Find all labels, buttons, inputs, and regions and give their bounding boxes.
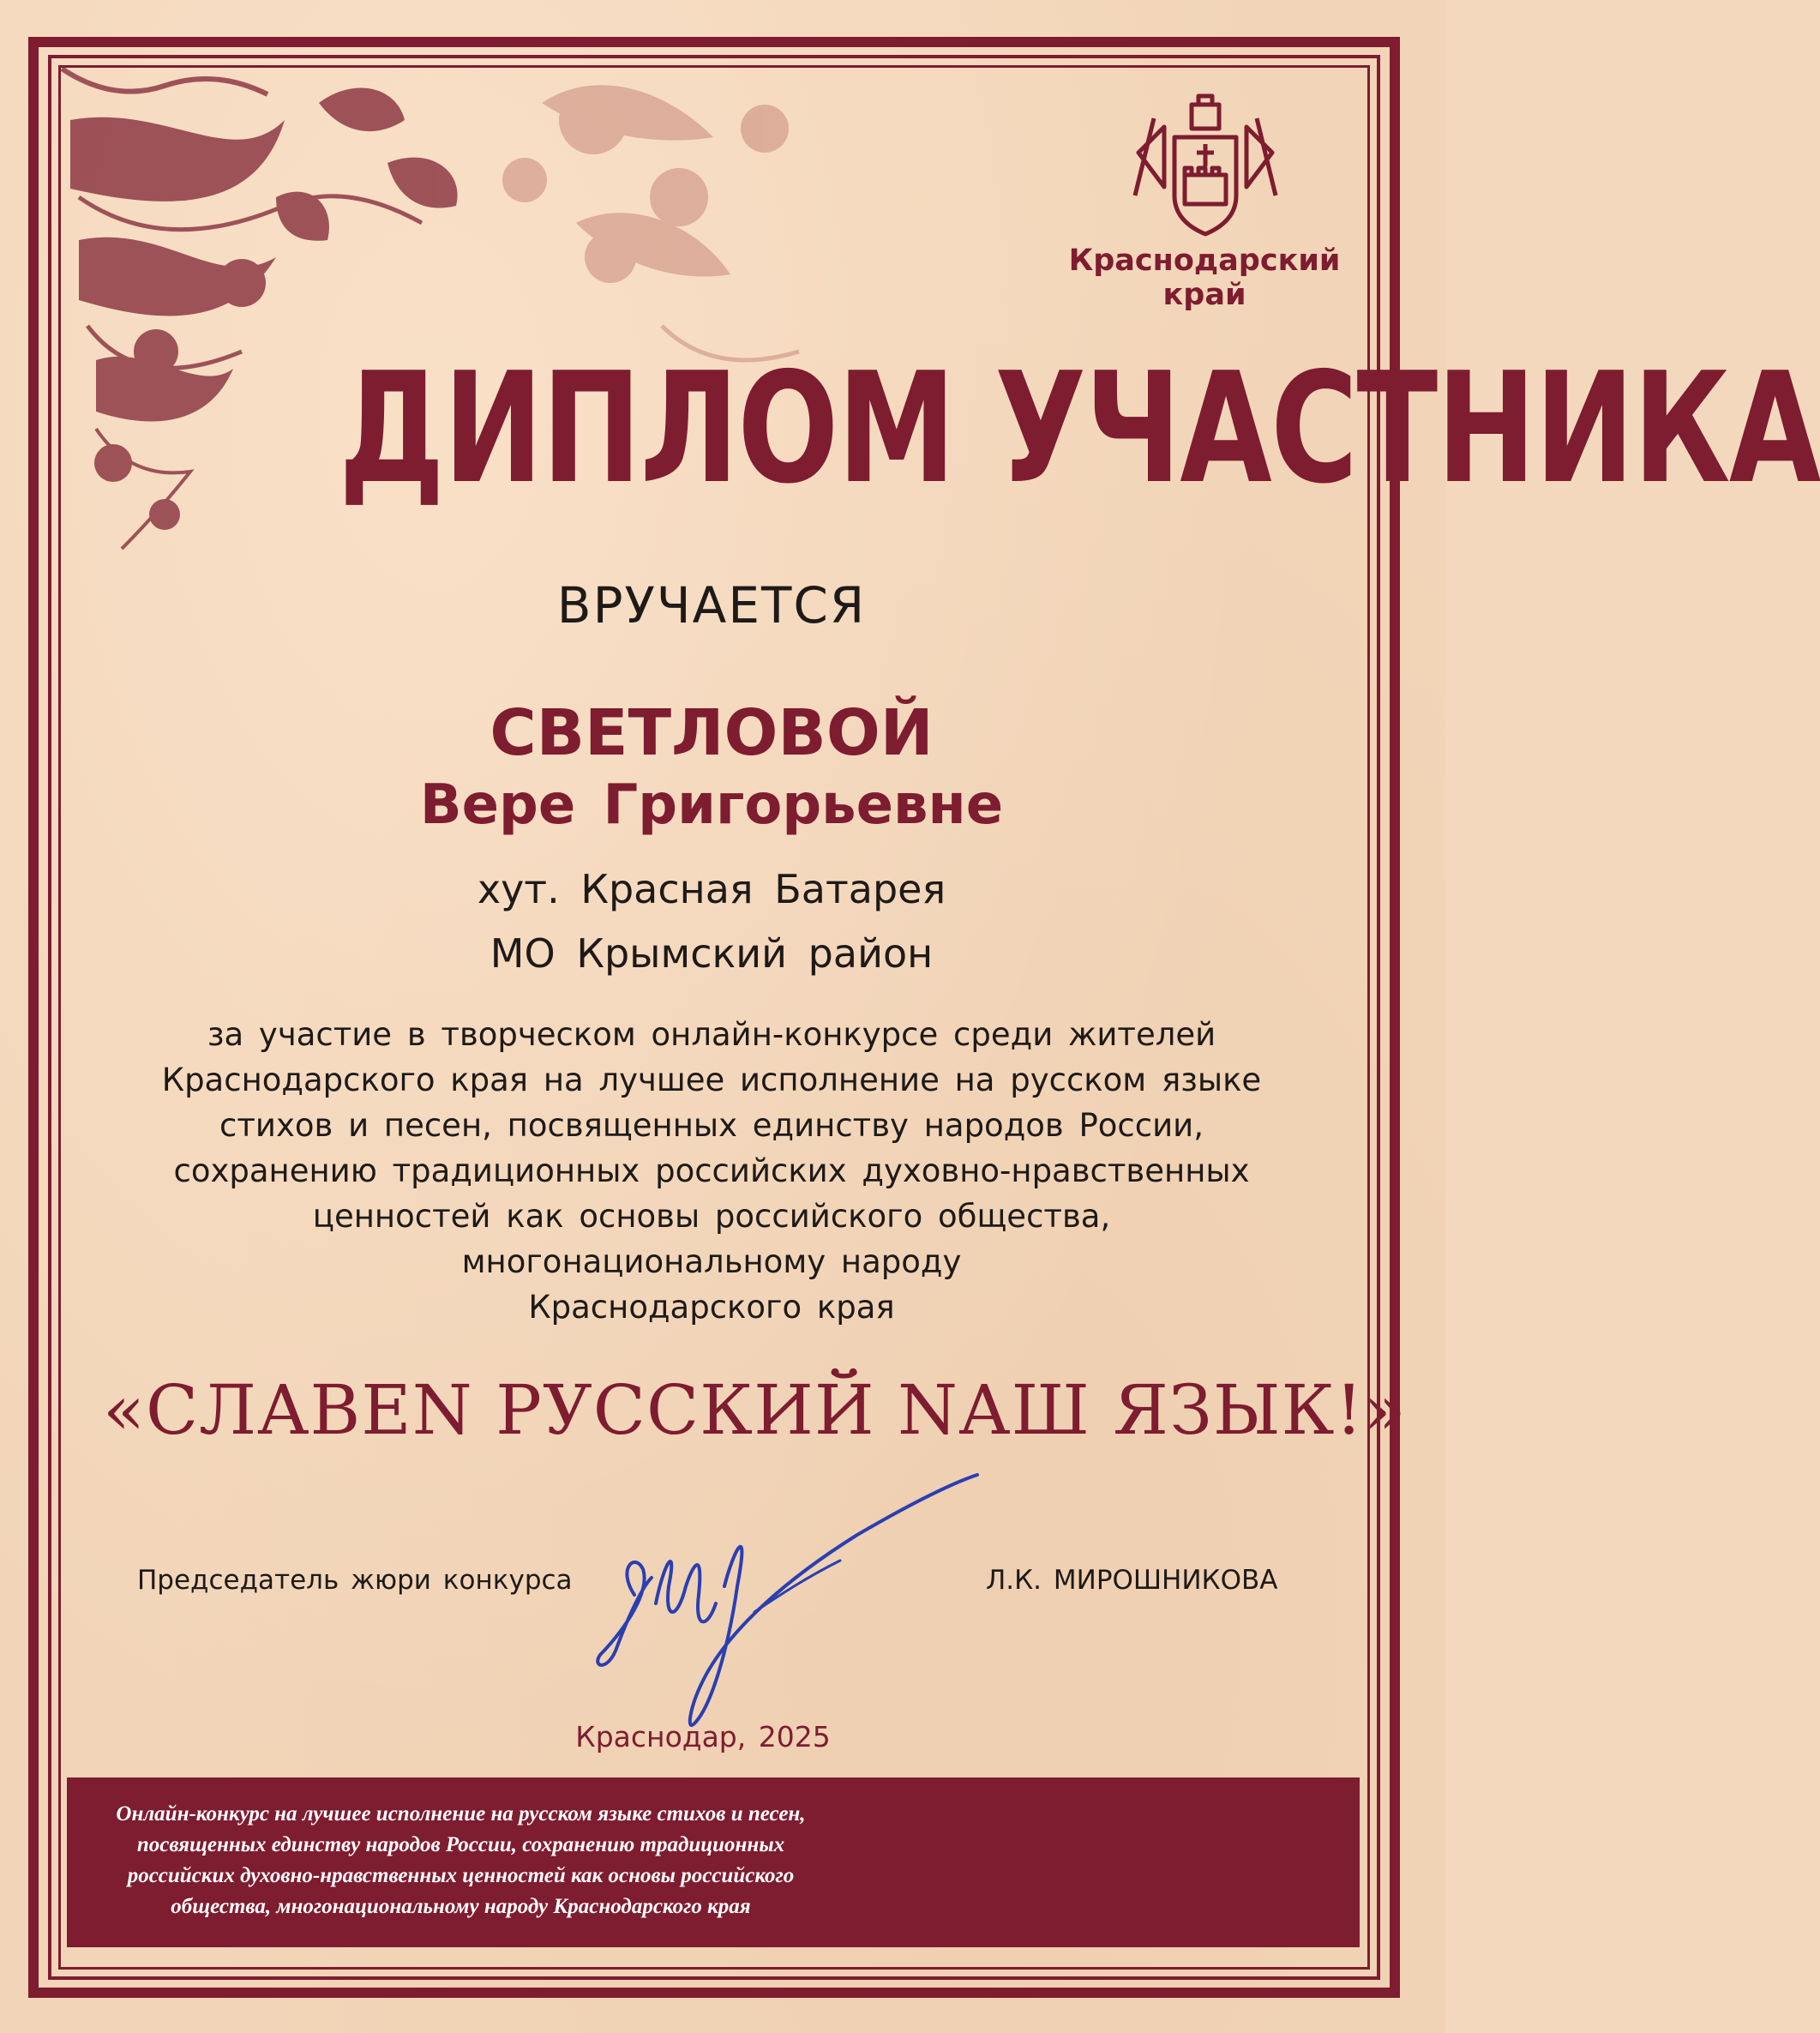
reason-line: многонациональному народу	[461, 1243, 962, 1280]
city-and-year: Краснодар, 2025	[575, 1720, 831, 1753]
recipient-district: МО Крымский район	[490, 930, 934, 977]
region-line-1: Краснодарский	[1068, 244, 1341, 278]
signature-label: Председатель жюри конкурса	[137, 1565, 573, 1596]
reason-line: ценностей как основы российского общества,	[312, 1198, 1111, 1235]
diploma-title: ДИПЛОМ УЧАСТНИКА	[339, 340, 1820, 517]
awarded-label: ВРУЧАЕТСЯ	[556, 576, 867, 635]
footer-line: Онлайн-конкурс на лучшее исполнение на русском языке стихов и песен,	[116, 1802, 806, 1825]
reason-line: за участие в творческом онлайн-конкурсе среди жителей	[207, 1016, 1216, 1053]
reason-line: Краснодарского края	[528, 1289, 895, 1326]
jury-chair-name: Л.К. МИРОШНИКОВА	[986, 1565, 1278, 1596]
reason-line: сохранению традиционных российских духовно-нравственных	[173, 1152, 1250, 1189]
recipient-surname: СВЕТЛОВОЙ	[490, 696, 934, 770]
reason-line: стихов и песен, посвященных единству народов России,	[219, 1107, 1204, 1144]
contest-name: «СЛАВЕN РУССКИЙ NАШ ЯЗЫК!»	[103, 1370, 1407, 1450]
region-line-2: край	[1162, 278, 1246, 312]
reason-line: Краснодарского края на лучшее исполнение на русском языке	[161, 1062, 1262, 1098]
recipient-settlement: хут. Красная Батарея	[477, 866, 946, 912]
inner-border	[58, 65, 1820, 1970]
recipient-given-names: Вере Григорьевне	[419, 773, 1004, 837]
footer-line: посвященных единству народов России, сохранению традиционных	[136, 1833, 785, 1856]
footer-line: общества, многонациональному народу Краснодарского края	[171, 1895, 751, 1918]
footer-line: российских духовно-нравственных ценностей как основы российского	[127, 1864, 795, 1887]
